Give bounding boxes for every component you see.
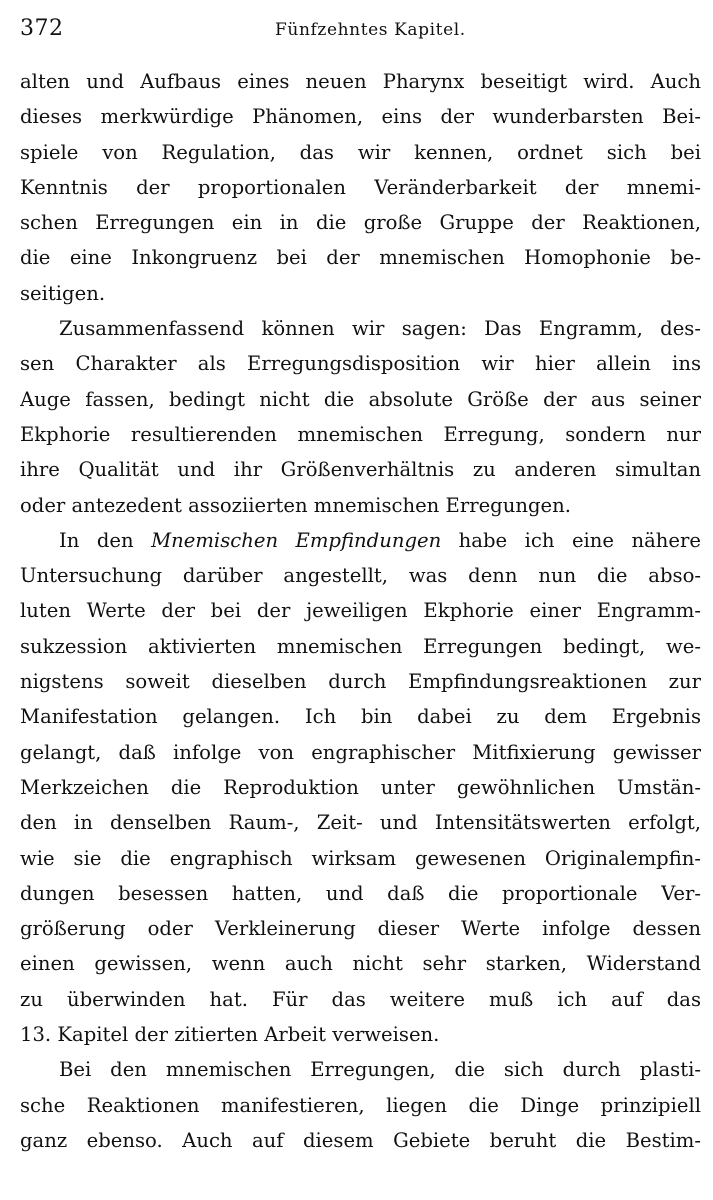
text-fragment: In den bbox=[59, 528, 152, 552]
text-line: oder antezedent assoziierten mnemischen Erregungen. bbox=[20, 493, 571, 517]
text-line: ihre Qualität und ihr Größenverhältnis zu anderen simultan bbox=[20, 458, 701, 482]
text-line: den in denselben Raum-, Zeit- und Intensitätswerten erfolgt, bbox=[20, 811, 701, 835]
text-line: ganz ebenso. Auch auf diesem Gebiete beruht die Bestim- bbox=[20, 1128, 701, 1152]
text-line: Bei den mnemischen Erregungen, die sich durch plasti- bbox=[59, 1058, 701, 1082]
running-header bbox=[20, 14, 699, 50]
page-number: 372 bbox=[20, 16, 64, 41]
text-line: alten und Aufbaus eines neuen Pharynx beseitigt wird. Auch bbox=[20, 70, 701, 93]
text-line: schen Erregungen ein in die große Gruppe der Reaktionen, bbox=[20, 211, 701, 235]
text-line: Auge fassen, bedingt nicht die absolute Größe der aus seiner bbox=[20, 387, 701, 411]
text-line-with-italic-title bbox=[20, 523, 701, 558]
text-line: größerung oder Verkleinerung dieser Werte infolge dessen bbox=[20, 917, 701, 941]
body-text bbox=[20, 64, 701, 1158]
text-line: sen Charakter als Erregungsdisposition wir hier allein ins bbox=[20, 352, 701, 376]
text-line: Merkzeichen die Reproduktion unter gewöhnlichen Umstän- bbox=[20, 775, 701, 799]
text-line: sukzession aktivierten mnemischen Erregungen bedingt, we- bbox=[20, 634, 701, 658]
text-line: zu überwinden hat. Für das weitere muß ich auf das bbox=[20, 987, 701, 1011]
text-line: Kenntnis der proportionalen Veränderbarkeit der mnemi- bbox=[20, 175, 701, 199]
running-title: Fünfzehntes Kapitel. bbox=[275, 20, 466, 40]
text-line: Zusammenfassend können wir sagen: Das Engramm, des- bbox=[59, 317, 701, 341]
text-line: Untersuchung darüber angestellt, was denn nun die abso- bbox=[20, 564, 701, 588]
text-line: dieses merkwürdige Phänomen, eins der wunderbarsten Bei- bbox=[20, 105, 701, 129]
text-line: die eine Inkongruenz bei der mnemischen Homophonie be- bbox=[20, 246, 701, 270]
text-line: Ekphorie resultierenden mnemischen Erregung, sondern nur bbox=[20, 422, 701, 446]
text-fragment: habe ich eine nähere bbox=[441, 528, 701, 552]
text-line: dungen besessen hatten, und daß die proportionale Ver- bbox=[20, 881, 701, 905]
text-line: gelangt, daß infolge von engraphischer Mitfixierung gewisser bbox=[20, 740, 701, 764]
italic-book-title: Mnemischen Empfindungen bbox=[151, 528, 442, 552]
text-line: nigstens soweit dieselben durch Empfindungsreaktionen zur bbox=[20, 670, 701, 694]
text-line: sche Reaktionen manifestieren, liegen die Dinge prinzipiell bbox=[20, 1093, 701, 1117]
text-line: luten Werte der bei der jeweiligen Ekphorie einer Engramm- bbox=[20, 599, 701, 623]
text-line: 13. Kapitel der zitierten Arbeit verweisen. bbox=[20, 1023, 440, 1047]
text-line: einen gewissen, wenn auch nicht sehr starken, Widerstand bbox=[20, 952, 701, 976]
text-line: wie sie die engraphisch wirksam gewesenen Originalempfin- bbox=[20, 846, 701, 870]
text-line: seitigen. bbox=[20, 281, 106, 305]
text-line: Manifestation gelangen. Ich bin dabei zu dem Ergebnis bbox=[20, 705, 701, 729]
text-line: spiele von Regulation, das wir kennen, ordnet sich bei bbox=[20, 140, 701, 164]
